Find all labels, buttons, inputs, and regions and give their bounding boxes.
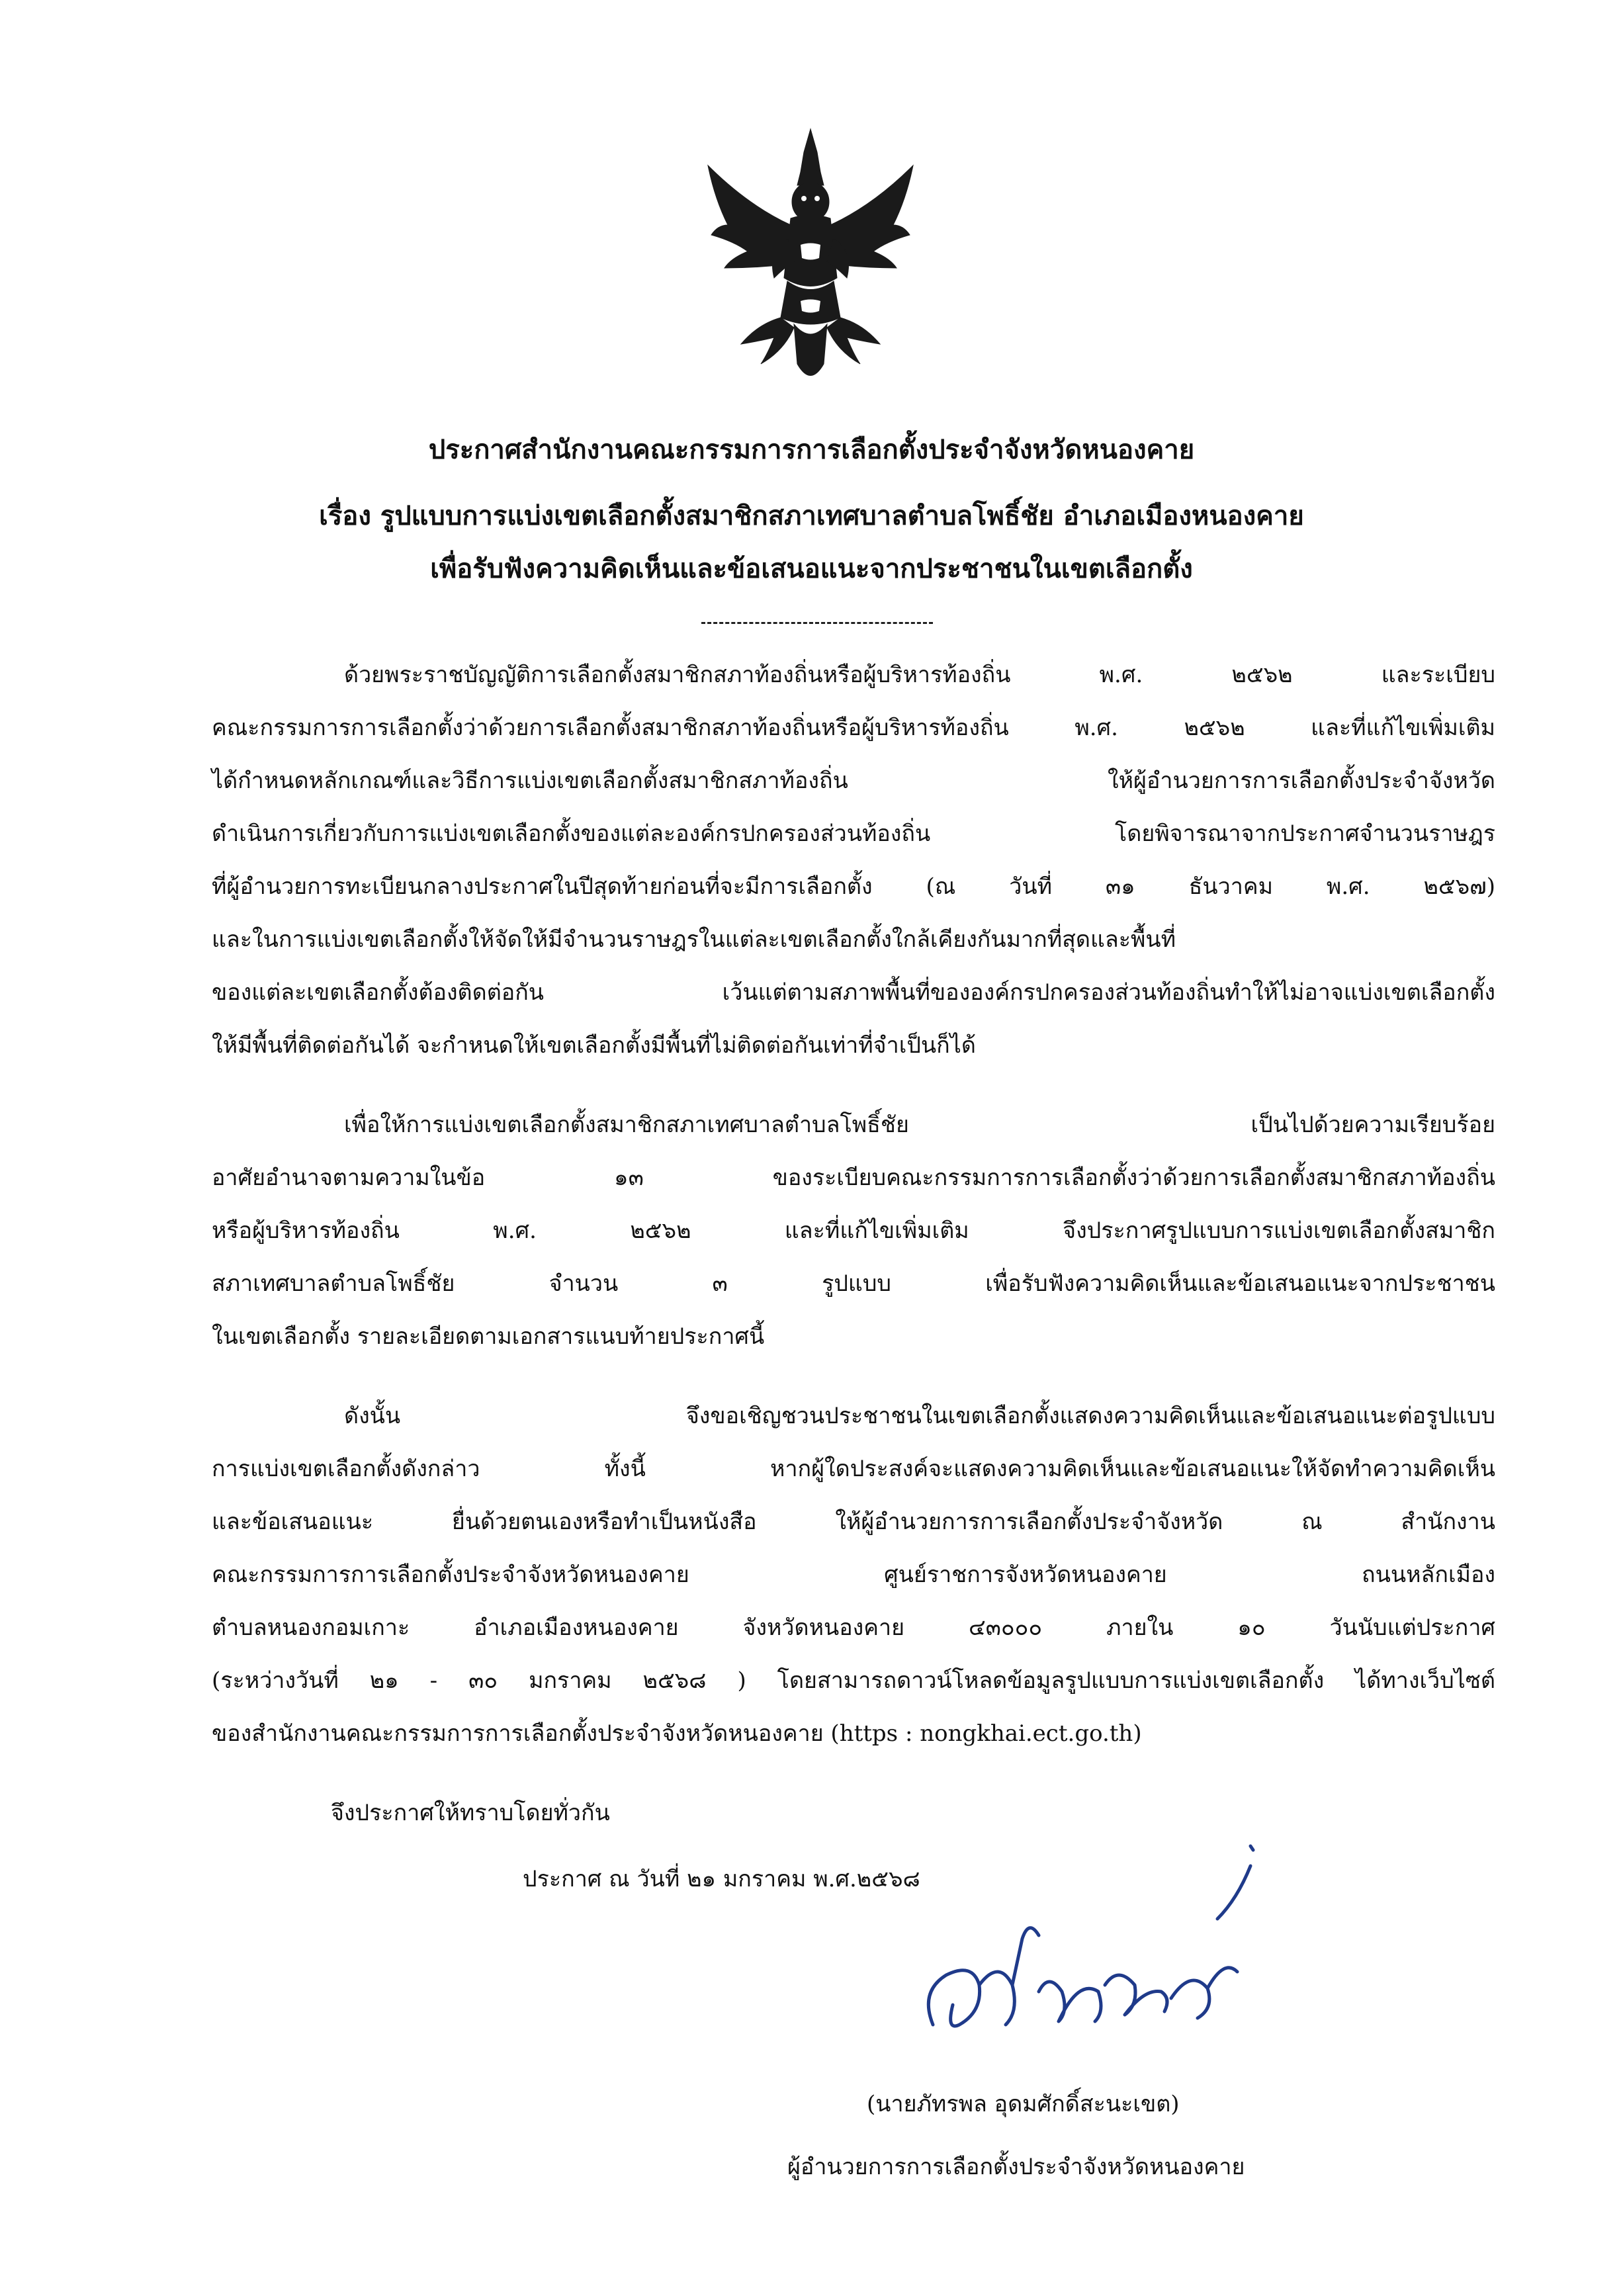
handwritten-signature — [906, 1826, 1277, 2051]
paragraph-line: (ระหว่างวันที่ ๒๑ - ๓๐ มกราคม ๒๕๖๘ ) โดยสามารถดาวน์โหลดข้อมูลรูปแบบการแบ่งเขตเลือกตั้ง ได้ทางเว็บไซต์ — [212, 1667, 1495, 1694]
closing-statement: จึงประกาศให้ทราบโดยทั่วกัน — [331, 1800, 610, 1826]
paragraph-line: ของแต่ละเขตเลือกตั้งต้องติดต่อกัน เว้นแต่ตามสภาพพื้นที่ขององค์กรปกครองส่วนท้องถิ่นทำให้ไม่อาจแบ่งเขตเลือกตั้ง — [212, 979, 1495, 1006]
garuda-emblem — [695, 126, 926, 390]
announcement-title: ประกาศสำนักงานคณะกรรมการการเลือกตั้งประจำจังหวัดหนองคาย — [428, 434, 1195, 465]
paragraph-line: ดำเนินการเกี่ยวกับการแบ่งเขตเลือกตั้งของแต่ละองค์กรปกครองส่วนท้องถิ่น โดยพิจารณาจากประกาศจำนวนราษฎร — [212, 820, 1495, 847]
paragraph-line: หรือผู้บริหารท้องถิ่น พ.ศ. ๒๕๖๒ และที่แก้ไขเพิ่มเติม จึงประกาศรูปแบบการแบ่งเขตเลือกตั้งสมาชิก — [212, 1217, 1495, 1244]
paragraph-line: อาศัยอำนาจตามความในข้อ ๑๓ ของระเบียบคณะกรรมการการเลือกตั้งว่าด้วยการเลือกตั้งสมาชิกสภาท้องถิ่น — [212, 1165, 1495, 1191]
paragraph-line: ด้วยพระราชบัญญัติการเลือกตั้งสมาชิกสภาท้องถิ่นหรือผู้บริหารท้องถิ่น พ.ศ. ๒๕๖๒ และระเบียบ — [344, 662, 1495, 688]
paragraph-line: ที่ผู้อำนวยการทะเบียนกลางประกาศในปีสุดท้ายก่อนที่จะมีการเลือกตั้ง (ณ วันที่ ๓๑ ธันวาคม พ.ศ. ๒๕๖๗) — [212, 873, 1495, 900]
paragraph-line: และข้อเสนอแนะ ยื่นด้วยตนเองหรือทำเป็นหนังสือ ให้ผู้อำนวยการการเลือกตั้งประจำจังหวัด ณ สำนักงาน — [212, 1509, 1495, 1535]
announcement-date: ประกาศ ณ วันที่ ๒๑ มกราคม พ.ศ.๒๕๖๘ — [523, 1866, 920, 1892]
signer-position: ผู้อำนวยการการเลือกตั้งประจำจังหวัดหนองคาย — [787, 2154, 1245, 2180]
paragraph-line: ให้มีพื้นที่ติดต่อกันได้ จะกำหนดให้เขตเลือกตั้งมีพื้นที่ไม่ติดต่อกันเท่าที่จำเป็นก็ได้ — [212, 1032, 976, 1059]
header-separator — [701, 622, 933, 624]
paragraph-line: ของสำนักงานคณะกรรมการการเลือกตั้งประจำจังหวัดหนองคาย (https : nongkhai.ect.go.th) — [212, 1720, 1142, 1747]
subject-line-2: เพื่อรับฟังความคิดเห็นและข้อเสนอแนะจากประชาชนในเขตเลือกตั้ง — [430, 553, 1193, 584]
paragraph-line: การแบ่งเขตเลือกตั้งดังกล่าว ทั้งนี้ หากผู้ใดประสงค์จะแสดงความคิดเห็นและข้อเสนอแนะให้จัดทำความคิดเห็น — [212, 1456, 1495, 1482]
paragraph-line: คณะกรรมการการเลือกตั้งว่าด้วยการเลือกตั้งสมาชิกสภาท้องถิ่นหรือผู้บริหารท้องถิ่น พ.ศ. ๒๕๖๒ และที่แก้ไขเพิ่มเติม — [212, 715, 1495, 741]
paragraph-line: ในเขตเลือกตั้ง รายละเอียดตามเอกสารแนบท้ายประกาศนี้ — [212, 1323, 765, 1350]
paragraph-line: ได้กำหนดหลักเกณฑ์และวิธีการแบ่งเขตเลือกตั้งสมาชิกสภาท้องถิ่น ให้ผู้อำนวยการการเลือกตั้งประจำจังหวัด — [212, 768, 1495, 794]
subject-line-1: เรื่อง รูปแบบการแบ่งเขตเลือกตั้งสมาชิกสภาเทศบาลตำบลโพธิ์ชัย อำเภอเมืองหนองคาย — [319, 500, 1304, 531]
paragraph-line: ตำบลหนองกอมเกาะ อำเภอเมืองหนองคาย จังหวัดหนองคาย ๔๓๐๐๐ ภายใน ๑๐ วันนับแต่ประกาศ — [212, 1614, 1495, 1641]
signer-name: (นายภัทรพล อุดมศักดิ์สะนะเขต) — [867, 2091, 1180, 2117]
paragraph-line: คณะกรรมการการเลือกตั้งประจำจังหวัดหนองคาย ศูนย์ราชการจังหวัดหนองคาย ถนนหลักเมือง — [212, 1562, 1495, 1588]
paragraph-line: และในการแบ่งเขตเลือกตั้งให้จัดให้มีจำนวนราษฎรในแต่ละเขตเลือกตั้งใกล้เคียงกันมากที่สุดและพื้นที่ — [212, 926, 1176, 953]
paragraph-line: สภาเทศบาลตำบลโพธิ์ชัย จำนวน ๓ รูปแบบ เพื่อรับฟังความคิดเห็นและข้อเสนอแนะจากประชาชน — [212, 1270, 1495, 1297]
paragraph-line: เพื่อให้การแบ่งเขตเลือกตั้งสมาชิกสภาเทศบาลตำบลโพธิ์ชัย เป็นไปด้วยความเรียบร้อย — [344, 1112, 1495, 1138]
paragraph-line: ดังนั้น จึงขอเชิญชวนประชาชนในเขตเลือกตั้งแสดงความคิดเห็นและข้อเสนอแนะต่อรูปแบบ — [344, 1403, 1495, 1429]
